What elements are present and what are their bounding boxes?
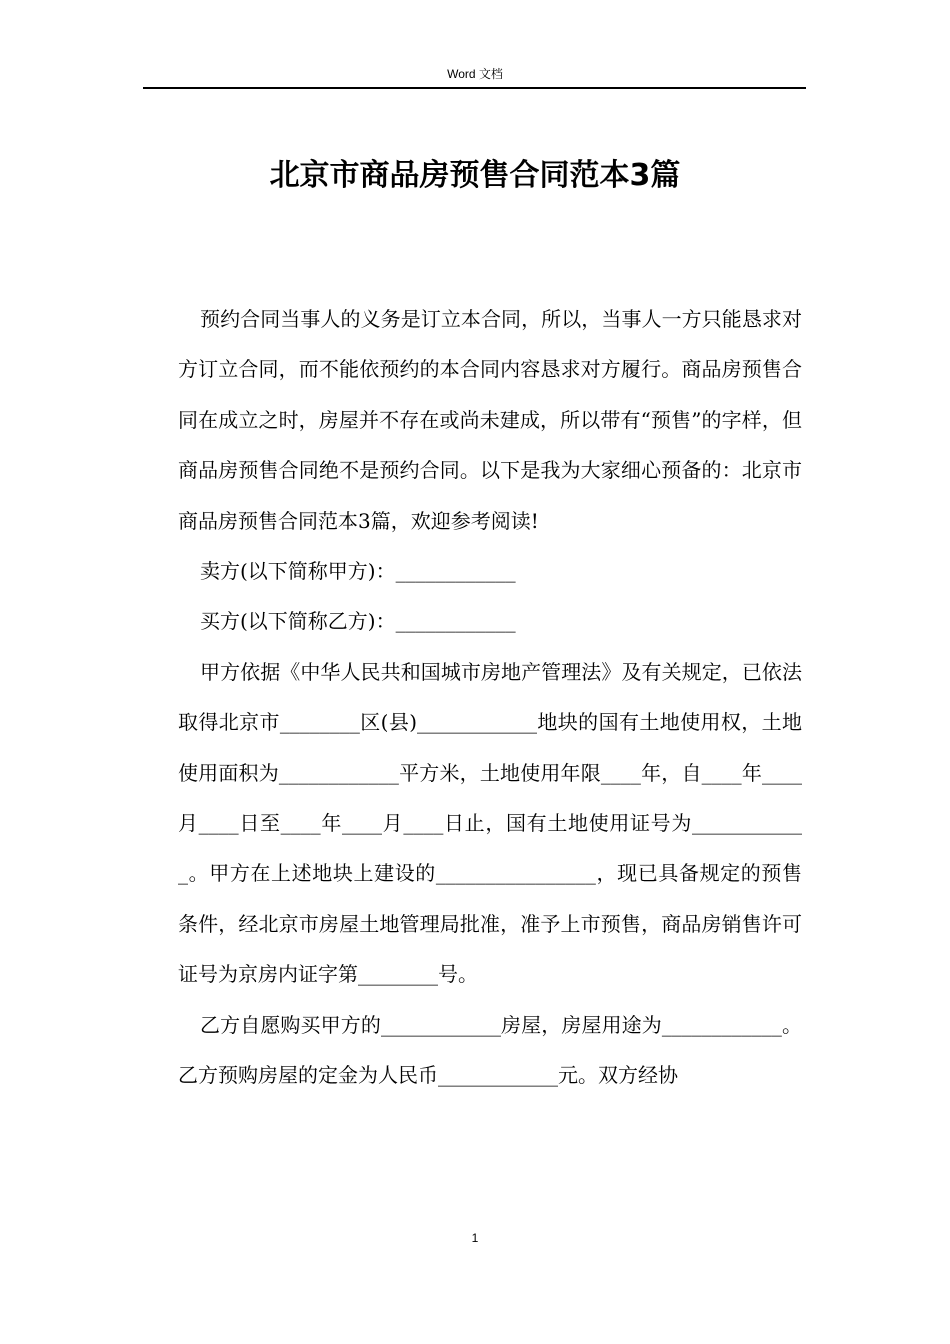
document-body xyxy=(178,294,802,1101)
intro-paragraph: 预约合同当事人的义务是订立本合同，所以，当事人一方只能恳求对方订立合同，而不能依预约的本合同内容恳求对方履行。商品房预售合同在成立之时，房屋并不存在或尚未建成，所以带有“预售”的字样，但商品房预售合同绝不是预约合同。以下是我为大家细心预备的：北京市商品房预售合同范本3篇，欢迎参考阅读! xyxy=(178,307,802,533)
purchase-paragraph: 乙方自愿购买甲方的____________房屋，房屋用途为____________。乙方预购房屋的定金为人民币____________元。双方经协 xyxy=(178,1012,802,1088)
page-number: 1 xyxy=(471,1231,479,1245)
header-divider xyxy=(143,87,806,89)
page-header: Word 文档 xyxy=(447,67,503,81)
seller-line: 卖方(以下简称甲方)：____________ xyxy=(200,559,516,584)
document-title: 北京市商品房预售合同范本3篇 xyxy=(269,158,681,193)
buyer-line: 买方(以下简称乙方)：____________ xyxy=(200,609,516,634)
land-use-paragraph: 甲方依据《中华人民共和国城市房地产管理法》及有关规定，已依法取得北京市________区(县)____________地块的国有土地使用权，土地使用面积为____________平方米，土地使用年限____年，自____年____月____日至____年____月____日止，国有土地使用证号为____________。甲方在上述地块上建设的________________，现已具备规定的预售条件，经北京市房屋土地管理局批准，准予上市预售，商品房销售许可证号为京房内证字第________号。 xyxy=(178,659,802,987)
